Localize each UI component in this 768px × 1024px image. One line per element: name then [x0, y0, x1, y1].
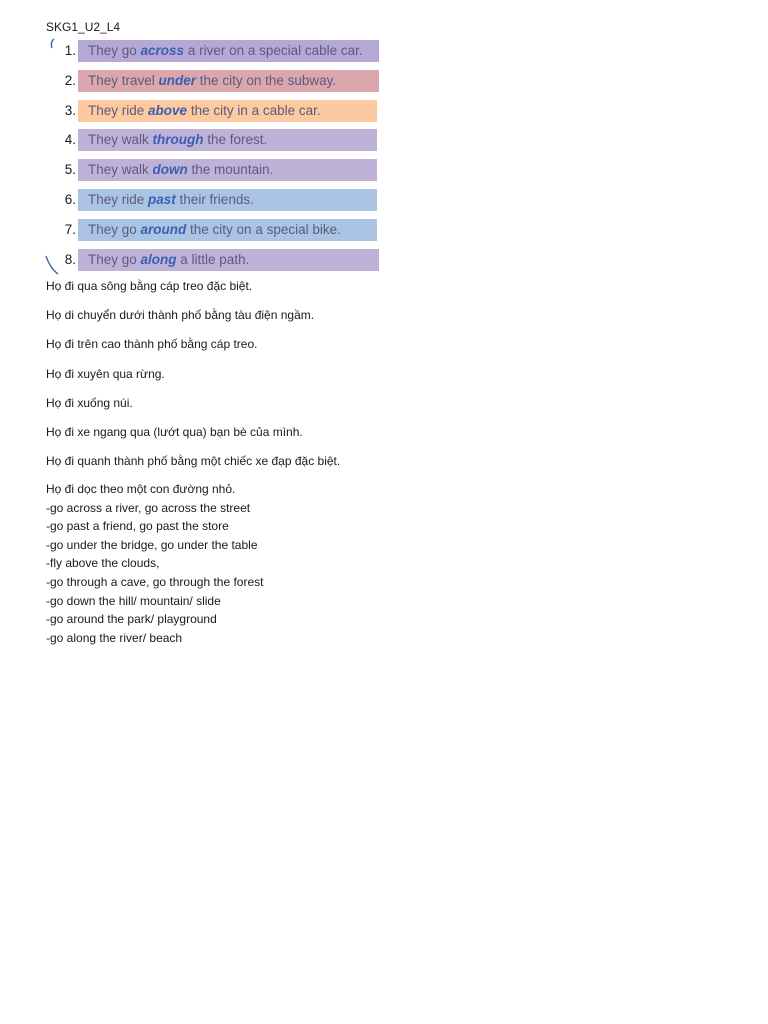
sentence-box: [78, 159, 377, 181]
sentence-number: 2.: [64, 73, 76, 88]
lesson-code: SKG1_U2_L4: [46, 20, 121, 34]
sentence-text: the city on a special bike.: [186, 222, 341, 237]
sentence-row-3: [46, 100, 386, 122]
sentence-box: [78, 249, 379, 271]
phrase-line: -go across a river, go across the street: [46, 500, 251, 515]
sentence-box: [78, 40, 379, 62]
translation-line: Họ đi xe ngang qua (lướt qua) bạn bè của mình.: [46, 424, 303, 439]
phrase-line: -go past a friend, go past the store: [46, 519, 229, 534]
sentence-number: 1.: [64, 43, 76, 58]
sentence-box: [78, 129, 377, 151]
sentence-number: 5.: [64, 162, 76, 177]
sentence-box: [78, 219, 377, 241]
phrase-line: -fly above the clouds,: [46, 556, 160, 571]
sentence-box: [78, 100, 377, 122]
sentence-text: the forest.: [203, 132, 268, 147]
sentence-text: They walk: [88, 132, 153, 147]
sentence-text: the mountain.: [187, 162, 274, 177]
sentence-number: 7.: [64, 222, 76, 237]
sentence-number: 3.: [64, 103, 76, 118]
translation-line: Họ đi quanh thành phố bằng một chiếc xe đạp đặc biệt.: [46, 454, 341, 469]
sentence-box: [78, 70, 379, 92]
phrase-line: -go around the park/ playground: [46, 612, 217, 627]
sentence-text: the city on the subway.: [196, 73, 337, 88]
preposition-keyword: across: [140, 43, 185, 58]
sentence-text: They walk: [88, 162, 153, 177]
sentence-text: They ride: [88, 103, 149, 118]
sentence-text: a river on a special cable car.: [184, 43, 363, 58]
sentence-row-4: [46, 129, 386, 151]
sentence-number: 4.: [64, 132, 76, 147]
phrase-line: -go through a cave, go through the forest: [46, 574, 264, 589]
sentence-row-2: [46, 70, 386, 92]
translation-line: Họ di chuyển dưới thành phố bằng tàu điện ngầm.: [46, 308, 315, 323]
translation-line: Họ đi trên cao thành phố bằng cáp treo.: [46, 337, 258, 352]
phrase-line: -go along the river/ beach: [46, 630, 183, 645]
preposition-keyword: through: [152, 132, 204, 147]
sentence-text: They travel: [88, 73, 159, 88]
sentence-row-1: [46, 40, 386, 62]
sentence-text: They ride: [88, 192, 149, 207]
translation-line: Họ đi dọc theo một con đường nhỏ.: [46, 482, 236, 496]
sentence-number: 6.: [64, 192, 76, 207]
sentence-text: They go: [88, 43, 141, 58]
sentence-number: 8.: [64, 252, 76, 267]
preposition-keyword: under: [158, 73, 197, 88]
sentence-text: They go: [88, 252, 141, 267]
sentence-text: They go: [88, 222, 141, 237]
translation-line: Họ đi xuyên qua rừng.: [46, 366, 165, 381]
sentence-row-7: [46, 219, 386, 241]
sentence-text: a little path.: [176, 252, 250, 267]
sentence-box: [78, 189, 377, 211]
sentence-text: their friends.: [175, 192, 254, 207]
preposition-keyword: along: [140, 252, 177, 267]
preposition-keyword: down: [152, 162, 188, 177]
sentence-text: the city in a cable car.: [187, 103, 321, 118]
preposition-keyword: around: [140, 222, 187, 237]
sentence-row-5: [46, 159, 386, 181]
sentence-row-8: [46, 249, 386, 271]
sentence-row-6: [46, 189, 386, 211]
phrase-line: -go under the bridge, go under the table: [46, 537, 258, 552]
preposition-keyword: past: [148, 192, 176, 207]
vietnamese-translations: [46, 278, 446, 482]
translation-line: Họ đi qua sông bằng cáp treo đặc biệt.: [46, 279, 253, 293]
phrase-line: -go down the hill/ mountain/ slide: [46, 593, 221, 608]
phrase-examples: [46, 481, 263, 648]
preposition-keyword: above: [148, 103, 188, 118]
sentence-list: [46, 38, 386, 274]
translation-line: Họ đi xuống núi.: [46, 395, 133, 410]
